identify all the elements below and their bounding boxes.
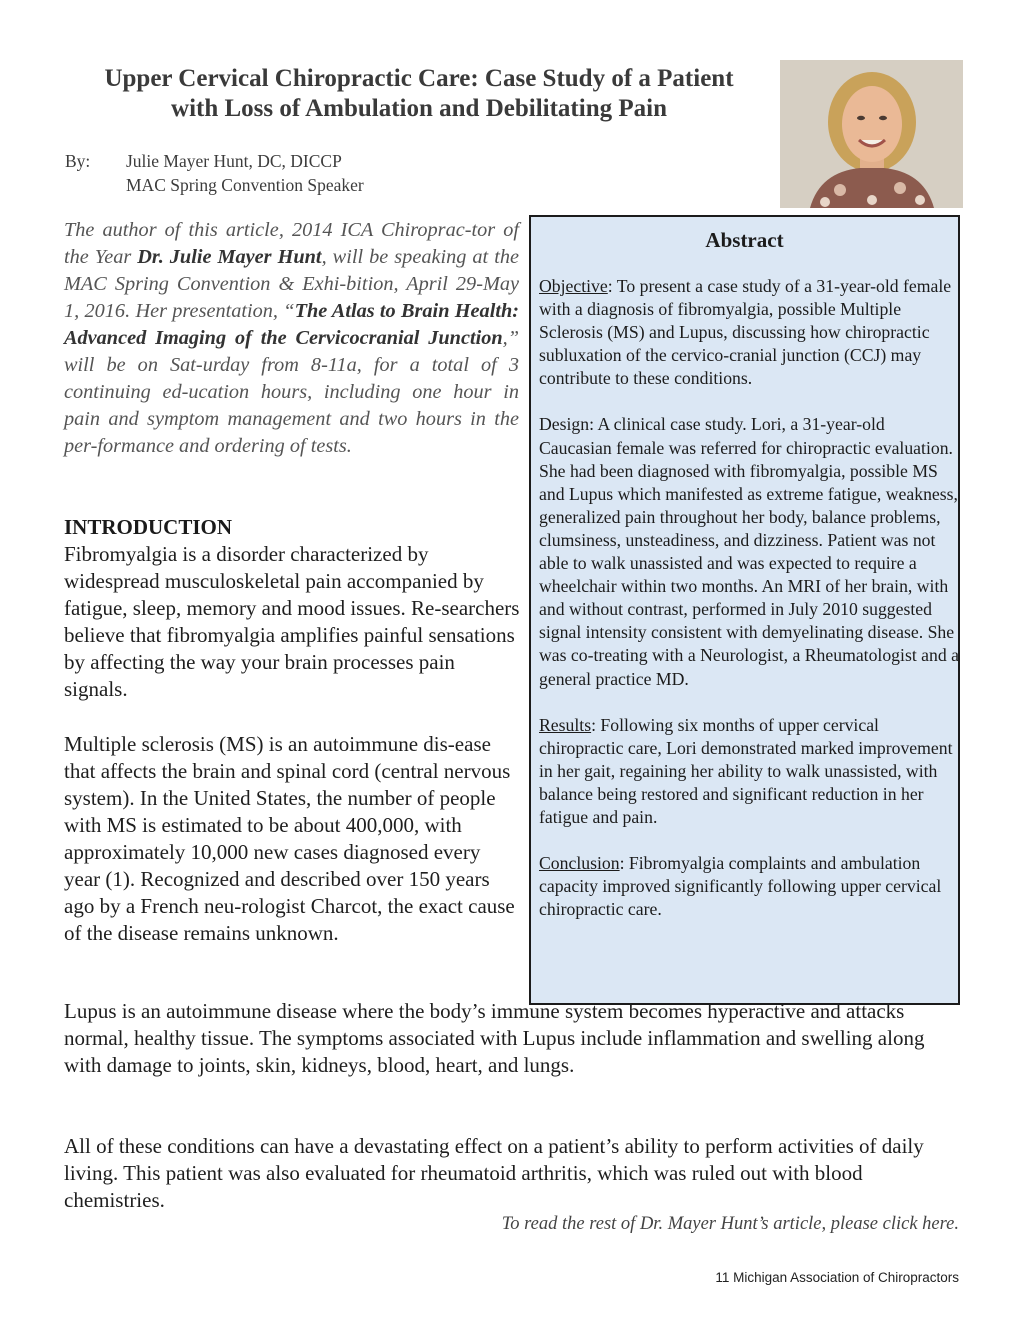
abstract-heading: Abstract xyxy=(705,228,784,252)
title-line-2: with Loss of Ambulation and Debilitating Pain xyxy=(171,95,667,122)
presentation-title: The Atlas to Brain Health: Advanced Imaging of the Cervicocranial Junction xyxy=(64,300,519,349)
author-intro: The author of this article, 2014 ICA Chiroprac-tor of the Year Dr. Julie Mayer Hunt, will be speaking at the MAC Spring Convention & Exhi-bition, April 29-May 1, 2016. Her presentation, “The Atlas to Brain Health: Advanced Imaging of the Cervicocranial Junction,” will be on Sat-urday from 8-11a, for a total of 3 continuing ed-ucation hours, including one hour in pain and symptom management and two hours in the per-formance and ordering of tests. xyxy=(64,219,519,457)
page-footer: 11 Michigan Association of Chiropractors xyxy=(715,1270,959,1285)
paragraph-conditions: All of these conditions can have a devastating effect on a patient’s ability to perform activities of daily living. This patient was also evaluated for rheumatoid arthritis, which was ruled out with blood chemistries. xyxy=(64,1134,924,1212)
paragraph-fibromyalgia: Fibromyalgia is a disorder characterized by widespread musculoskeletal pain accompanied by fatigue, sleep, memory and mood issues. Re-searchers believe that fibromyalgia amplifies painful sensations by affecting the way your brain processes pain signals. xyxy=(64,542,520,701)
paragraph-lupus: Lupus is an autoimmune disease where the body’s immune system becomes hyperactive and attacks normal, healthy tissue. The symptoms associated with Lupus include inflammation and swelling along with damage to joints, skin, kidneys, blood, heart, and lungs. xyxy=(64,999,925,1077)
abstract-results: Results: Following six months of upper cervical chiropractic care, Lori demonstrated marked improvement in her gait, regaining her ability to walk unassisted, with balance being restored and significant reduction in her fatigue and pain. xyxy=(539,714,953,827)
article-title xyxy=(64,64,774,124)
author-name-emphasis: Dr. Julie Mayer Hunt xyxy=(137,246,322,268)
author-role: MAC Spring Convention Speaker xyxy=(126,175,364,195)
author-name: Julie Mayer Hunt, DC, DICCP xyxy=(126,151,342,171)
title-line-1: Upper Cervical Chiropractic Care: Case Study of a Patient xyxy=(104,65,734,92)
paragraph-ms: Multiple sclerosis (MS) is an autoimmune dis-ease that affects the brain and spinal cord (central nervous system). In the United States, the number of people with MS is estimated to be about 400,000, with approximately 10,000 new cases diagnosed every year (1). Recognized and described over 150 years ago by a French neu-rologist Charcot, the exact cause of the disease remains unknown. xyxy=(64,732,515,945)
introduction-heading: INTRODUCTION xyxy=(64,515,233,539)
abstract-box xyxy=(529,215,960,1005)
abstract-objective: Objective: To present a case study of a 31-year-old female with a diagnosis of fibromyalgia, possible Multiple Sclerosis (MS) and Lupus, discussing how chiropractic subluxation of the cervico-cranial junction (CCJ) may contribute to these conditions. xyxy=(539,276,952,389)
abstract-design: Design: A clinical case study. Lori, a 31-year-old Caucasian female was referred for chiropractic evaluation. She had been diagnosed with fibromyalgia, possible MS and Lupus which manifested as extreme fatigue, weakness, generalized pain throughout her body, balance problems, clumsiness, unsteadiness, and dizziness. Patient was not able to walk unassisted and was expected to require a wheelchair within two months. An MRI of her brain, with and without contrast, performed in July 2010 suggested signal intensity consistent with demyelinating disease. She was co-treating with a Neurologist, a Rheumatologist and a general practice MD. xyxy=(539,414,959,689)
abstract-conclusion: Conclusion: Fibromyalgia complaints and ambulation capacity improved significantly following upper cervical chiropractic care. xyxy=(539,853,942,920)
author-photo xyxy=(780,60,963,208)
byline-label: By: xyxy=(65,151,91,171)
read-more-link[interactable]: To read the rest of Dr. Mayer Hunt’s article, please click here. xyxy=(501,1214,959,1234)
